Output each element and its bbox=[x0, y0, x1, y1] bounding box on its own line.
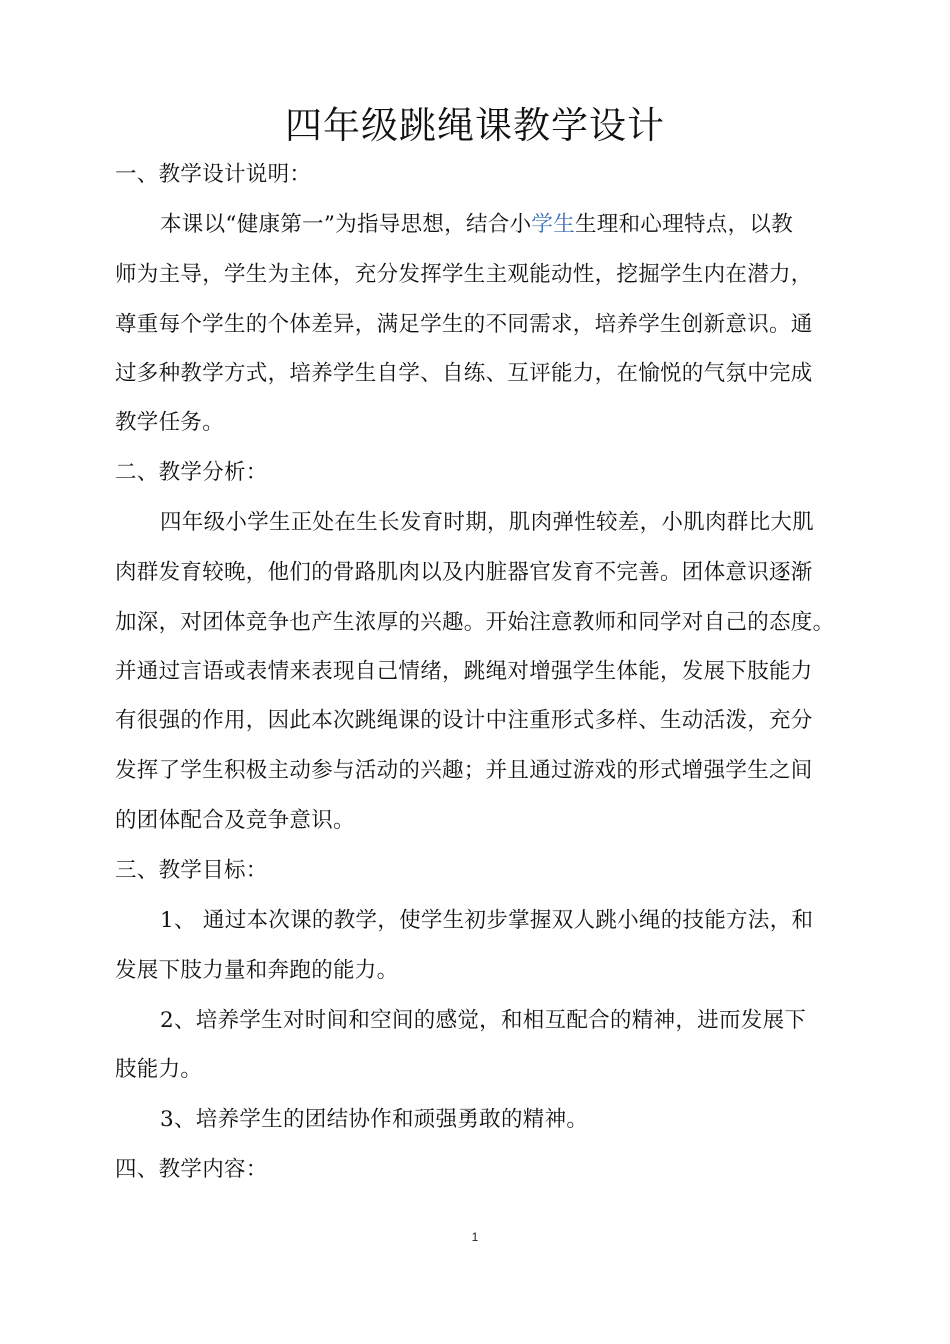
paragraph-line: 教学任务。 bbox=[115, 410, 225, 435]
objective-item-1: 1、 通过本次课的教学，使学生初步掌握双人跳小绳的技能方法，和 bbox=[160, 908, 814, 933]
paragraph-line: 并通过言语或表情来表现自己情绪，跳绳对增强学生体能，发展下肢能力 bbox=[115, 659, 813, 684]
paragraph-line: 四年级小学生正处在生长发育时期，肌肉弹性较差，小肌肉群比大肌 bbox=[160, 510, 815, 535]
paragraph-line: 过多种教学方式，培养学生自学、自练、互评能力，在愉悦的气氛中完成 bbox=[115, 361, 813, 386]
hyperlink-students[interactable]: 学生 bbox=[531, 212, 575, 237]
paragraph-line bbox=[160, 210, 793, 240]
section-heading-analysis: 二、教学分析： bbox=[115, 460, 268, 485]
paragraph-line: 的团体配合及竞争意识。 bbox=[115, 808, 355, 833]
section-heading-design-notes: 一、教学设计说明： bbox=[115, 162, 312, 187]
text-run: 本课以“健康第一”为指导思想，结合小 bbox=[160, 212, 532, 237]
paragraph-line: 发挥了学生积极主动参与活动的兴趣；并且通过游戏的形式增强学生之间 bbox=[115, 758, 813, 783]
objective-item-2: 2、培养学生对时间和空间的感觉，和相互配合的精神，进而发展下 bbox=[160, 1008, 807, 1033]
paragraph-line: 加深，对团体竞争也产生浓厚的兴趣。开始注意教师和同学对自己的态度。 bbox=[115, 610, 835, 635]
paragraph-line: 师为主导，学生为主体，充分发挥学生主观能动性，挖掘学生内在潜力， bbox=[115, 262, 813, 287]
section-heading-content: 四、教学内容： bbox=[115, 1157, 268, 1182]
objective-item-2-cont: 肢能力。 bbox=[115, 1057, 203, 1082]
objective-item-1-cont: 发展下肢力量和奔跑的能力。 bbox=[115, 958, 399, 983]
objective-item-3: 3、培养学生的团结协作和顽强勇敢的精神。 bbox=[160, 1107, 589, 1132]
paragraph-line: 肉群发育较晚，他们的骨路肌肉以及内脏器官发育不完善。团体意识逐渐 bbox=[115, 560, 813, 585]
paragraph-line: 尊重每个学生的个体差异，满足学生的不同需求，培养学生创新意识。通 bbox=[115, 312, 813, 337]
section-heading-objectives: 三、教学目标： bbox=[115, 858, 268, 883]
page-title: 四年级跳绳课教学设计 bbox=[285, 104, 665, 147]
page-number: 1 bbox=[471, 1230, 479, 1244]
paragraph-line: 有很强的作用，因此本次跳绳课的设计中注重形式多样、生动活泼，充分 bbox=[115, 708, 813, 733]
text-run: 生理和心理特点，以教 bbox=[575, 212, 794, 237]
